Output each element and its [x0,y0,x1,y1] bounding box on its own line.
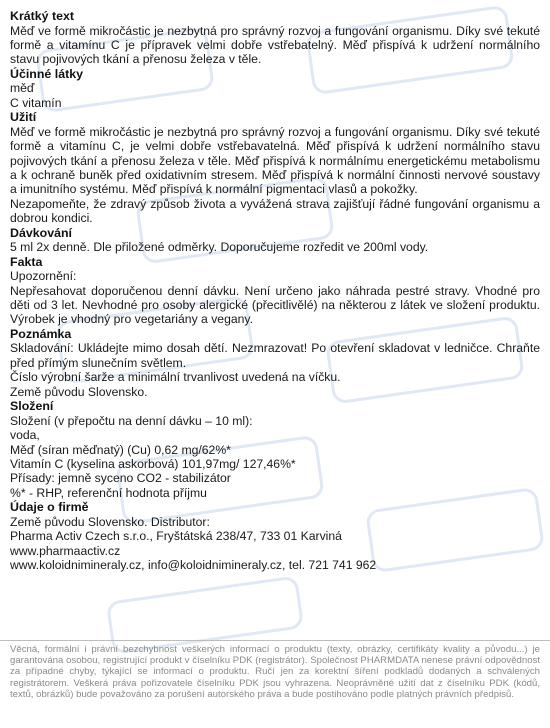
slozeni-line: Vitamín C (kyselina askorbová) 101,97mg/ 127,46%* [10,456,296,471]
fakta-warning-label: Upozornění: [10,269,77,284]
section-heading-ucinne-latky: Účinné látky [10,66,83,81]
slozeni-line: %* - RHP, referenční hodnota příjmu [10,485,207,500]
poznamka-storage: Skladování: Ukládejte mimo dosah dětí. Nezmrazovat! Po otevření skladovat v ledničce. Chraňte před přímým slunečním světlem. [10,341,540,370]
section-heading-uziti: Užití [10,110,37,125]
pdk-disclaimer: Věcná, formální i právní bezchybnost veškerých informací o produktu (texty, obrázky, certifikáty kvality a původu...) je garantována osobou, registrující produkt v číselníku PDK (registrátor). Společnost PHARMDATA nenese právní odpovědnost za případné chyby, týkající se informací o produktu. Ručí jen za korektní šíření podkladů dodaných a schválených registrátorem. Veškerá práva pořizovatele číselníku PDK jsou vyhrazena. Neoprávněné užití dat z číselníku PDK (kódů, textů, obrázků) bude považováno za porušení autorského práva a bude postihováno podle platných právních předpisů. [0,640,550,700]
poznamka-batch: Číslo výrobní šarže a minimální trvanlivost uvedená na víčku. [10,370,341,385]
poznamka-origin: Země původu Slovensko. [10,384,148,399]
section-heading-davkovani: Dávkování [10,225,72,240]
company-contact: www.koloidnimineraly.cz, info@koloidnimineraly.cz, tel. 721 741 962 [10,557,377,572]
fakta-body: Nepřesahovat doporučenou denní dávku. Není určeno jako náhrada pestré stravy. Vhodné pro děti od 3 let. Nevhodné pro osoby alergické (přecitlivělé) na některou z látek ve složení produktu. Výrobek je vhodný pro vegetariány a vegany. [10,283,540,327]
uziti-body: Měď ve formě mikročástic je nezbytná pro správný rozvoj a fungování organismu. Díky své tekuté formě a vitamínu C, je velmi dobře vstřebavatelná. Měď přispívá k udržení normálního stavu pojivových tkání a přenosu železa v těle. Měď přispívá k normálnímu energetickému metabolismu a k ochraně buněk před oxidativním stresem. Měď přispívá k normální činnosti nervové soustavy a imunitního systému. Měď přispívá k normální pigmentaci vlasů a pokožky. [10,124,540,197]
slozeni-line: Složení (v přepočtu na denní dávku – 10 ml): [10,413,253,428]
company-line: Země původu Slovensko. Distributor: [10,514,210,529]
slozeni-line: Přísady: jemně syceno CO2 - stabilizátor [10,471,231,486]
davkovani-body: 5 ml 2x denně. Dle přiložené odměrky. Doporučujeme rozředit ve 200ml vody. [10,240,429,255]
active-ingredient: C vitamín [10,95,62,110]
slozeni-line: voda, [10,428,40,443]
section-heading-kratky-text: Krátký text [10,9,75,23]
uziti-note: Nezapomeňte, že zdravý způsob života a vyvážená strava zajišťují řádné fungování organismu a dobrou kondici. [10,196,540,226]
company-line: Pharma Activ Czech s.r.o., Fryštátská 238/47, 733 01 Karviná [10,529,342,544]
section-heading-udaje-o-firme: Údaje o firmě [10,500,89,515]
kratky-text-body: Měď ve formě mikročástic je nezbytná pro správný rozvoj a fungování organismu. Díky své tekuté formě a vitamínu C je přípravek velmi dobře vstřebatelný. Měď přispívá k udržení normálního stavu pojivových tkání a přenosu železa v těle. [10,23,540,67]
active-ingredient: měď [10,81,35,96]
slozeni-line: Měď (síran měďnatý) (Cu) 0,62 mg/62%* [10,442,231,457]
section-heading-slozeni: Složení [10,399,54,414]
section-heading-poznamka: Poznámka [10,326,72,341]
section-heading-fakta: Fakta [10,254,43,269]
company-website: www.pharmaactiv.cz [10,543,121,558]
